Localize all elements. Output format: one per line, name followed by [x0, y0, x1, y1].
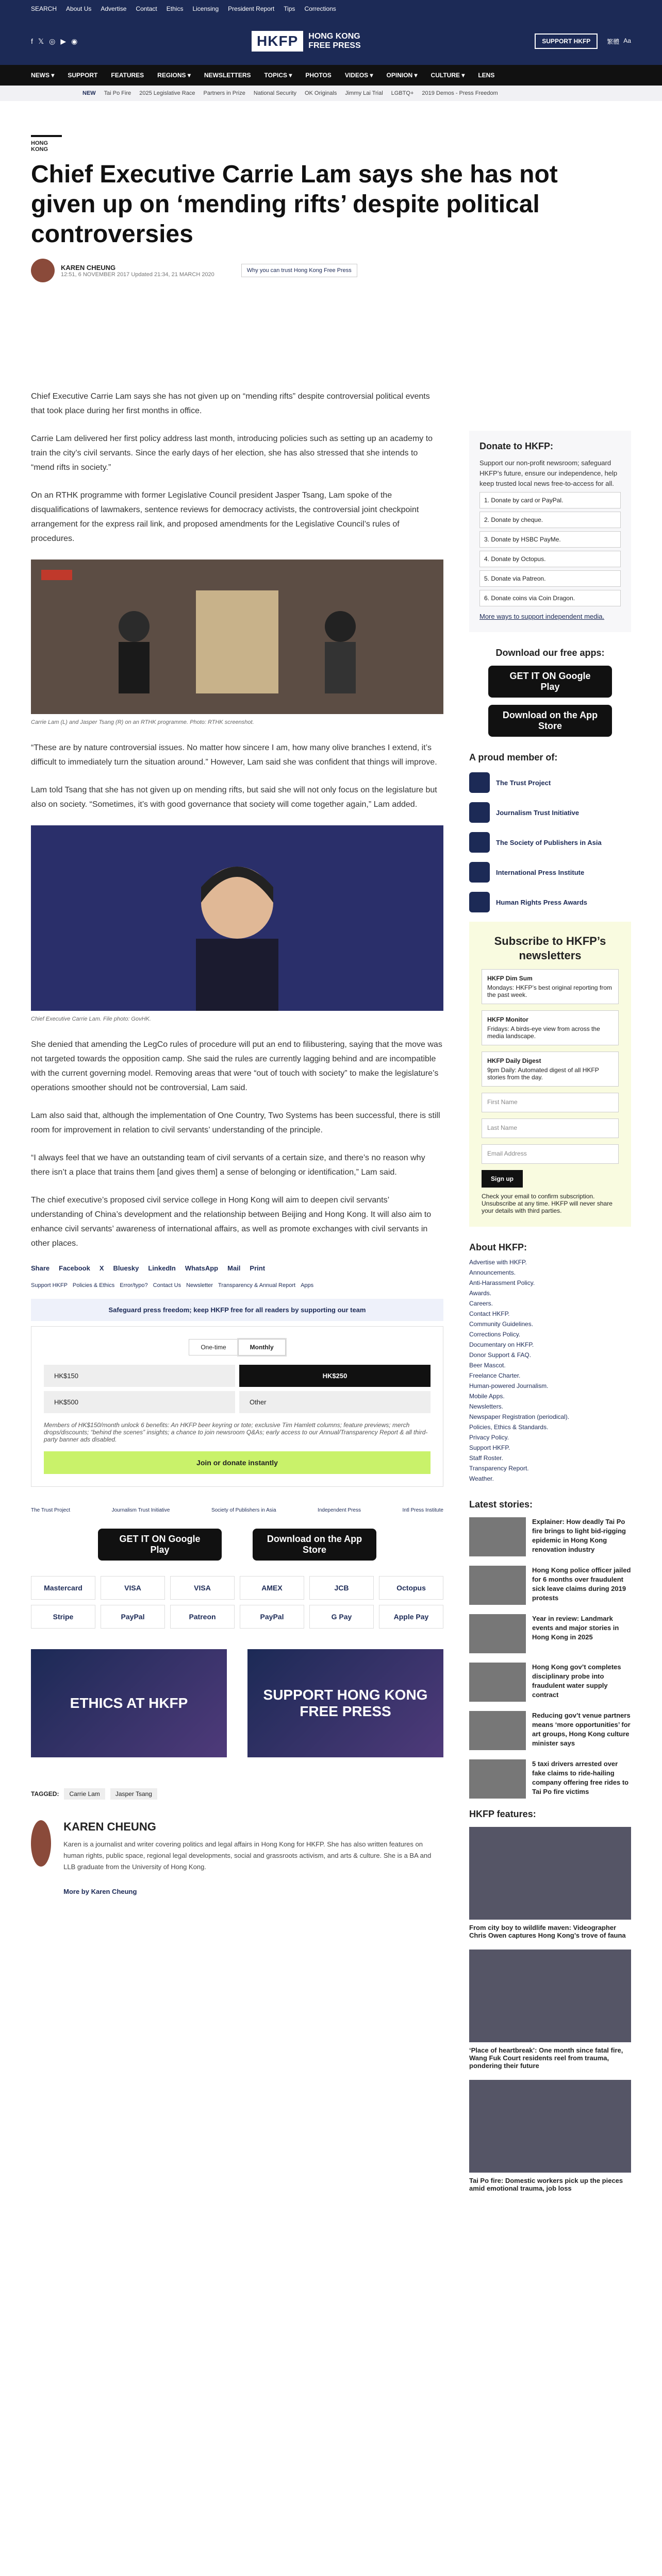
more-by-author[interactable]: More by Karen Cheung [63, 1888, 137, 1895]
footer-link[interactable]: Transparency & Annual Report [218, 1282, 296, 1289]
trending-item[interactable]: National Security [253, 90, 296, 96]
top-link[interactable]: About Us [66, 5, 92, 12]
about-link[interactable]: Staff Roster. [469, 1454, 503, 1462]
top-link[interactable]: Licensing [192, 5, 219, 12]
about-link[interactable]: Documentary on HKFP. [469, 1341, 534, 1348]
about-link[interactable]: Newsletters. [469, 1403, 504, 1410]
latest-story[interactable]: Hong Kong police officer jailed for 6 months over fraudulent sick leave claims during 2019 protests [469, 1566, 631, 1605]
newsletter-option[interactable]: HKFP Dim Sum Mondays: HKFP’s best original reporting from the past week. [482, 969, 619, 1004]
app-store-badge[interactable]: Download on the App Store [253, 1529, 376, 1561]
about-list [469, 1257, 631, 1484]
latest-story[interactable]: Explainer: How deadly Tai Po fire brings to light bid-rigging epidemic in Hong Kong renovation industry [469, 1517, 631, 1556]
org-icon [469, 772, 490, 793]
donate-option[interactable]: 4. Donate by Octopus. [479, 551, 621, 567]
paragraph: Chief Executive Carrie Lam says she has not given up on “mending rifts” despite controversial political events that took place during her first months in office. [31, 392, 430, 415]
top-link[interactable]: Tips [284, 5, 295, 12]
nav-item[interactable]: REGIONS ▾ [157, 72, 191, 79]
story-thumbnail [469, 1711, 526, 1750]
top-link[interactable]: Contact [136, 5, 157, 12]
nav-item[interactable]: LENS [478, 72, 495, 79]
story-thumbnail [469, 1614, 526, 1653]
tagged-label: TAGGED: [31, 1790, 59, 1798]
join-button[interactable]: Join or donate instantly [44, 1451, 431, 1474]
newsletter-option[interactable]: HKFP Monitor Fridays: A birds-eye view from across the media landscape. [482, 1010, 619, 1045]
trust-link[interactable]: Why you can trust Hong Kong Free Press [241, 264, 357, 277]
top-link[interactable]: Ethics [166, 5, 184, 12]
photo-rthk [31, 560, 443, 714]
byline [31, 259, 631, 282]
about-link[interactable]: Contact HKFP. [469, 1310, 510, 1317]
feature-image [469, 1827, 631, 1920]
share-label: Share [31, 1264, 50, 1272]
signup-button[interactable]: Sign up [482, 1170, 523, 1188]
amount-grid [44, 1365, 431, 1413]
donate-option[interactable]: 5. Donate via Patreon. [479, 570, 621, 587]
google-play-badge[interactable]: GET IT ON Google Play [98, 1529, 222, 1561]
nav-item[interactable]: VIDEOS ▾ [344, 72, 373, 79]
nav-item[interactable]: NEWS ▾ [31, 72, 55, 79]
site-logo[interactable] [252, 31, 361, 52]
photo-carrie-lam [31, 825, 443, 1011]
about-link[interactable]: Mobile Apps. [469, 1393, 505, 1400]
paragraph: On an RTHK programme with former Legislative Council president Jasper Tsang, Lam spoke of the disqualifications of lawmakers, sentence reviews for democracy activists, the controversial joint checkpoint arrangement for the express rail link, and proposed amendments for the Legislative Council’s rules of procedures. [31, 491, 419, 543]
author-box-name[interactable]: KAREN CHEUNG [63, 1820, 156, 1833]
language-switch [607, 37, 631, 46]
publish-date: 12:51, 6 NOVEMBER 2017 Updated 21:34, 21 MARCH 2020 [61, 271, 214, 278]
nav-item[interactable]: FEATURES [111, 72, 144, 79]
payment-logo: Patreon [170, 1605, 235, 1629]
top-link[interactable]: Advertise [101, 5, 127, 12]
nav-item[interactable]: NEWSLETTERS [204, 72, 251, 79]
paragraph: Carrie Lam delivered her first policy address last month, introducing policies such as setting up an academy to train the city’s civil servants. Since the early days of her election, she has also stressed that she intends to “mend rifts in society.” [31, 434, 433, 472]
share-linkedin[interactable]: LinkedIn [148, 1264, 176, 1272]
about-link[interactable]: Human-powered Journalism. [469, 1382, 549, 1389]
partner-logos [31, 1507, 443, 1513]
paragraph: “I always feel that we have an outstanding team of civil servants of a certain size, and there’s no reason why there isn’t a place that trains them [and gives them] a sense of belonging or identification,” Lam said. [31, 1154, 425, 1177]
top-link[interactable]: President Report [228, 5, 275, 12]
article-body [31, 389, 443, 1911]
footer-link[interactable]: Newsletter [186, 1282, 213, 1289]
partner-logo[interactable]: Society of Publishers in Asia [211, 1507, 276, 1513]
feature-story[interactable]: From city boy to wildlife maven: Videographer Chris Owen captures Hong Kong’s trove of fauna [469, 1827, 631, 1939]
trending-item[interactable]: 2019 Demos - Press Freedom [422, 90, 498, 96]
article-header [31, 101, 631, 282]
payment-logo: Apple Pay [379, 1605, 443, 1629]
donate-box [469, 431, 631, 632]
paragraph: Lam also said that, although the implementation of One Country, Two Systems has been successful, there is still room for improvement in relation to civil servants’ understanding of the principle. [31, 1111, 440, 1134]
donate-title: Donate to HKFP: [479, 441, 553, 451]
donate-option[interactable]: 2. Donate by cheque. [479, 512, 621, 528]
payment-logo: VISA [101, 1576, 165, 1600]
paragraph: She denied that amending the LegCo rules of procedure will put an end to filibustering, saying that the move was not targeted towards the opposition camp. She said the rules are currently lagging behind and are incompatible with the current governing model. Removing areas that were “out of touch with society” to make the legislature’s operations smoother should not be controversial, Lam said. [31, 1040, 442, 1092]
amount-option-selected[interactable]: HK$250 [239, 1365, 431, 1387]
newsletter-box [469, 922, 631, 1227]
donate-text: Support our non-profit newsroom; safeguard HKFP’s future, ensure our independence, help keep trusted local news free-to-access for all. [479, 459, 618, 487]
amount-option[interactable]: HK$500 [44, 1391, 235, 1413]
x-icon[interactable]: 𝕏 [38, 37, 44, 45]
apps-title: Download our free apps: [495, 648, 605, 658]
feature-image [469, 2080, 631, 2173]
promo-banners [31, 1649, 443, 1757]
org-icon [469, 832, 490, 853]
share-print[interactable]: Print [250, 1264, 266, 1272]
nav-item[interactable]: SUPPORT [68, 72, 98, 79]
share-whatsapp[interactable]: WhatsApp [185, 1264, 219, 1272]
donate-option[interactable]: 6. Donate coins via Coin Dragon. [479, 590, 621, 606]
newsletter-option[interactable]: HKFP Daily Digest 9pm Daily: Automated digest of all HKFP stories from the day. [482, 1052, 619, 1087]
org-icon [469, 862, 490, 883]
photo-caption: Carrie Lam (L) and Jasper Tsang (R) on an RTHK programme. Photo: RTHK screenshot. [31, 719, 254, 725]
trending-item[interactable]: 2025 Legislative Race [139, 90, 195, 96]
author-box [31, 1820, 443, 1911]
payment-logo: Stripe [31, 1605, 95, 1629]
feature-story[interactable]: Tai Po fire: Domestic workers pick up the pieces amid emotional trauma, job loss [469, 2080, 631, 2192]
logo-text: HONG KONG FREE PRESS [308, 32, 361, 50]
latest-story[interactable]: Year in review: Landmark events and major stories in Hong Kong in 2025 [469, 1614, 631, 1653]
support-button[interactable]: SUPPORT HKFP [535, 33, 598, 49]
last-name-field[interactable]: Last Name [482, 1118, 619, 1138]
category-label[interactable]: HONG KONG [31, 135, 62, 152]
footer-link[interactable]: Apps [301, 1282, 314, 1289]
about-link[interactable]: Awards. [469, 1290, 492, 1297]
article-title: Chief Executive Carrie Lam says she has not given up on ‘mending rifts’ despite political controversies [31, 161, 558, 248]
footer-link[interactable]: Error/typo? [120, 1282, 148, 1289]
app-store-badge[interactable]: Download on the App Store [488, 705, 612, 737]
latest-story[interactable]: Hong Kong gov’t completes disciplinary probe into fraudulent water supply contract [469, 1663, 631, 1702]
features-title: HKFP features: [469, 1809, 536, 1819]
nav-item[interactable]: OPINION ▾ [386, 72, 418, 79]
lang-zh[interactable]: 繁體 [607, 38, 620, 45]
about-link[interactable]: Newspaper Registration (periodical). [469, 1413, 570, 1420]
member-org[interactable]: International Press Institute [469, 862, 631, 883]
latest-title: Latest stories: [469, 1499, 533, 1510]
story-thumbnail [469, 1566, 526, 1605]
about-link[interactable]: Transparency Report. [469, 1465, 529, 1472]
donate-option[interactable]: 3. Donate by HSBC PayMe. [479, 531, 621, 548]
trending-bar [0, 86, 662, 101]
amount-option[interactable]: Other [239, 1391, 431, 1413]
portrait-image [31, 825, 443, 1011]
partner-logo[interactable]: Intl Press Institute [402, 1507, 443, 1513]
about-link[interactable]: Weather. [469, 1475, 494, 1482]
member-perks: Members of HK$150/month unlock 6 benefits: An HKFP beer keyring or tote; exclusive Tim Hamlett columns; feature previews; merch drops/discounts; “behind the scenes” insights; a chance to join newsroom Q&As; early access to our Annual/Transparency Report & all third-party banner ads disabled. [44, 1421, 428, 1443]
studio-image [31, 560, 443, 714]
trending-item[interactable]: Partners in Prize [203, 90, 245, 96]
confirm-note: Check your email to confirm subscription. Unsubscribe at any time. HKFP will never share your details with third parties. [482, 1193, 613, 1214]
feature-story[interactable]: ‘Place of heartbreak’: One month since fatal fire, Wang Fuk Court residents reel from trauma, pondering their future [469, 1950, 631, 2070]
frequency-toggle [44, 1339, 431, 1355]
trending-item[interactable]: OK Originals [304, 90, 337, 96]
main-nav [0, 65, 662, 86]
payment-logo: Mastercard [31, 1576, 95, 1600]
youtube-icon[interactable]: ▶ [60, 37, 67, 45]
about-link[interactable]: Donor Support & FAQ. [469, 1351, 532, 1359]
about-link[interactable]: Privacy Policy. [469, 1434, 509, 1441]
top-link[interactable]: Corrections [304, 5, 336, 12]
tag[interactable]: Carrie Lam [64, 1788, 105, 1800]
story-thumbnail [469, 1517, 526, 1556]
share-bar [31, 1264, 443, 1272]
story-thumbnail [469, 1663, 526, 1702]
search-link[interactable]: SEARCH [31, 5, 57, 12]
about-title: About HKFP: [469, 1242, 527, 1252]
first-name-field[interactable]: First Name [482, 1093, 619, 1112]
one-time-option[interactable]: One-time [189, 1339, 238, 1355]
member-title: A proud member of: [469, 752, 558, 762]
trending-item[interactable]: LGBTQ+ [391, 90, 414, 96]
sidebar [469, 431, 631, 2202]
member-org[interactable]: Human Rights Press Awards [469, 892, 631, 912]
author-name[interactable]: KAREN CHEUNG [61, 263, 116, 272]
footer-link[interactable]: Policies & Ethics [72, 1282, 115, 1289]
logo-mark: HKFP [252, 31, 303, 52]
latest-story[interactable]: Reducing gov’t venue partners means ‘more opportunities’ for art groups, Hong Kong culture minister says [469, 1711, 631, 1750]
newsletter-title: Subscribe to HKFP’s newsletters [494, 935, 606, 962]
article-footer-links [31, 1282, 443, 1289]
about-link[interactable]: Freelance Charter. [469, 1372, 521, 1379]
rss-icon[interactable]: ◉ [71, 37, 78, 45]
member-org[interactable]: The Society of Publishers in Asia [469, 832, 631, 853]
email-field[interactable]: Email Address [482, 1144, 619, 1164]
payment-logo: Octopus [379, 1576, 443, 1600]
partner-logo[interactable]: The Trust Project [31, 1507, 71, 1513]
org-icon [469, 892, 490, 912]
payment-logo: G Pay [309, 1605, 374, 1629]
about-link[interactable]: Advertise with HKFP. [469, 1259, 527, 1266]
payment-logo: PayPal [240, 1605, 304, 1629]
share-bluesky[interactable]: Bluesky [113, 1264, 139, 1272]
nav-item[interactable]: TOPICS ▾ [264, 72, 292, 79]
support-promo[interactable]: SUPPORT HONG KONG FREE PRESS [247, 1649, 443, 1757]
brand-header [0, 18, 662, 65]
more-ways-link[interactable]: More ways to support independent media. [479, 613, 605, 620]
footer-link[interactable]: Support HKFP [31, 1282, 68, 1289]
tag[interactable]: Jasper Tsang [110, 1788, 157, 1800]
latest-story[interactable]: 5 taxi drivers arrested over fake claims to ride-hailing company offering free rides to Tai Po fire victims [469, 1759, 631, 1799]
member-org[interactable]: Journalism Trust Initiative [469, 802, 631, 823]
about-link[interactable]: Announcements. [469, 1269, 516, 1276]
social-links [31, 37, 77, 46]
about-link[interactable]: Anti-Harassment Policy. [469, 1279, 535, 1286]
nav-item[interactable]: PHOTOS [305, 72, 332, 79]
monthly-option[interactable]: Monthly [238, 1339, 286, 1355]
org-icon [469, 802, 490, 823]
ethics-promo[interactable]: ETHICS AT HKFP [31, 1649, 227, 1757]
about-link[interactable]: Community Guidelines. [469, 1320, 534, 1328]
story-thumbnail [469, 1759, 526, 1799]
trending-item[interactable]: Tai Po Fire [104, 90, 131, 96]
paragraph: Lam told Tsang that she has not given up on mending rifts, but said she will not only focus on the legislature but also on society. “Sometimes, it’s with good governance that society will come together again,” Lam added. [31, 786, 437, 809]
partner-logo[interactable]: Independent Press [318, 1507, 361, 1513]
tag-list [31, 1788, 443, 1800]
paragraph: The chief executive’s proposed civil service college in Hong Kong will aim to deepen civil servants’ understanding of China’s development and the relationship between Beijing and Hong Kong. It will also aim to enhance civil servants’ awareness of international affairs, as well as promote exchanges with civil servants in other places. [31, 1196, 432, 1248]
facebook-icon[interactable]: f [31, 37, 33, 45]
trending-item[interactable]: Jimmy Lai Trial [345, 90, 383, 96]
amount-option[interactable]: HK$150 [44, 1365, 235, 1387]
about-link[interactable]: Support HKFP. [469, 1444, 510, 1451]
paragraph: “These are by nature controversial issues. No matter how sincere I am, how many olive branches I extend, it’s difficult to immediately turn the situation around.” However, Lam said she was confident that things will improve. [31, 743, 437, 767]
payment-logo: PayPal [101, 1605, 165, 1629]
payment-logo: JCB [309, 1576, 374, 1600]
photo-caption: Chief Executive Carrie Lam. File photo: GovHK. [31, 1016, 151, 1022]
partner-logo[interactable]: Journalism Trust Initiative [111, 1507, 170, 1513]
font-size-toggle[interactable]: Aa [623, 37, 631, 44]
instagram-icon[interactable]: ◎ [49, 37, 56, 45]
payment-logo: AMEX [240, 1576, 304, 1600]
about-link[interactable]: Careers. [469, 1300, 493, 1307]
press-freedom-banner[interactable]: Safeguard press freedom; keep HKFP free for all readers by supporting our team [31, 1299, 443, 1321]
donate-widget [31, 1326, 443, 1487]
author-avatar[interactable] [31, 259, 55, 282]
payment-methods [31, 1576, 443, 1629]
payment-logo: VISA [170, 1576, 235, 1600]
app-badges [31, 1529, 443, 1561]
about-link[interactable]: Corrections Policy. [469, 1331, 521, 1338]
top-utility-bar [0, 0, 662, 18]
trending-label: NEW [82, 90, 96, 96]
share-x[interactable]: X [99, 1264, 104, 1272]
feature-image [469, 1950, 631, 2042]
about-link[interactable]: Policies, Ethics & Standards. [469, 1423, 549, 1431]
footer-link[interactable]: Contact Us [153, 1282, 181, 1289]
share-mail[interactable]: Mail [227, 1264, 241, 1272]
donate-option[interactable]: 1. Donate by card or PayPal. [479, 492, 621, 509]
member-org[interactable]: The Trust Project [469, 772, 631, 793]
author-photo[interactable] [31, 1820, 51, 1867]
share-facebook[interactable]: Facebook [59, 1264, 90, 1272]
about-link[interactable]: Beer Mascot. [469, 1362, 506, 1369]
author-bio: Karen is a journalist and writer covering politics and legal affairs in Hong Kong for HKFP. She has also written features on human rights, public space, regional legal developments, social and grassroots activism, and arts & culture. She is a BA and LLB graduate from the University of Hong Kong. [63, 1840, 432, 1871]
nav-item[interactable]: CULTURE ▾ [431, 72, 465, 79]
google-play-badge[interactable]: GET IT ON Google Play [488, 666, 612, 698]
